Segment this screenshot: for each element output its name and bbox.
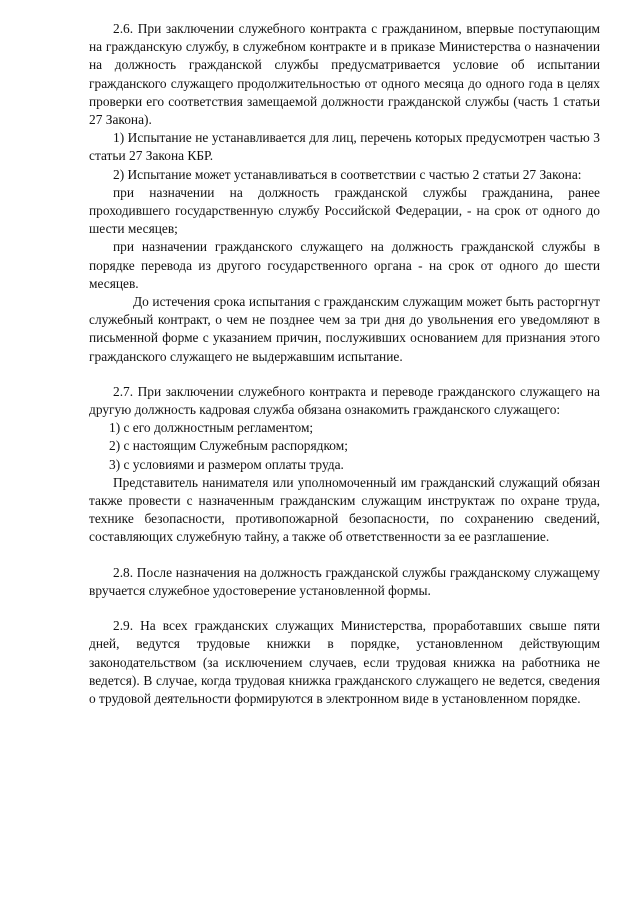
paragraph-2-6-item-2: 2) Испытание может устанавливаться в соответствии с частью 2 статьи 27 Закона: (113, 166, 582, 182)
paragraph-2-6-intro: 2.6. При заключении служебного контракта с гражданином, впервые поступающим на гражданскую службу, в служебном контракте и в приказе Министерства о назначении на должность гражданской службы предусматривается условие об испытании гражданского служащего продолжительностью от одного месяца до одного года в целях проверки его соответствия замещаемой должности гражданской службы (часть 1 статьи 27 Закона). (89, 21, 600, 128)
list-item: 3) с условиями и размером оплаты труда. (109, 456, 344, 472)
paragraph-2-6-item-1: 1) Испытание не устанавливается для лиц, перечень которых предусмотрен частью 3 статьи 27 Закона КБР. (89, 130, 600, 164)
paragraph-2-7-intro: 2.7. При заключении служебного контракта и переводе гражданского служащего на другую должность кадровая служба обязана ознакомить гражданского служащего: (89, 383, 600, 418)
paragraph-2-6-sub-2: при назначении гражданского служащего на должность гражданской службы в порядке перевода из другого государственного органа - на срок от одного до шести месяцев. (89, 239, 600, 291)
list-item: 1) с его должностным регламентом; (109, 420, 314, 436)
section-gap (89, 366, 600, 383)
paragraph-2-8: 2.8. После назначения на должность гражданской службы гражданскому служащему вручается служебное удостоверение установленной формы. (89, 564, 600, 598)
paragraph-2-6-sub-1: при назначении на должность гражданской службы гражданина, ранее проходившего государственную службу Российской Федерации, - на срок от одного до шести месяцев; (89, 184, 600, 237)
list-item: 2) с настоящим Служебным распорядком; (109, 438, 348, 454)
section-gap (89, 547, 600, 564)
paragraph-2-6-termination: До истечения срока испытания с гражданским служащим может быть расторгнут служебный контракт, о чем не позднее чем за три дня до увольнения его уведомляют в письменной форме с указанием причин, послуживших основанием для признания этого гражданского служащего не выдержавшим испытание. (89, 294, 600, 364)
paragraph-2-9: 2.9. На всех гражданских служащих Министерства, проработавших свыше пяти дней, ведутся трудовые книжки в порядке, установленном действующим законодательством (за исключением случаев, если трудовая книжка на работника не ведется). В случае, когда трудовая книжка гражданского служащего не ведется, сведения о трудовой деятельности формируются в электронном виде в установленном порядке. (89, 618, 600, 706)
paragraph-2-7-instruction: Представитель нанимателя или уполномоченный им гражданский служащий обязан также провести с назначенным гражданским служащим инструктаж по охране труда, технике безопасности, противопожарной безопасности, по сохранению сведений, составляющих служебную тайну, а также об ответственности за ее разглашение. (89, 474, 600, 545)
section-gap (89, 600, 600, 617)
